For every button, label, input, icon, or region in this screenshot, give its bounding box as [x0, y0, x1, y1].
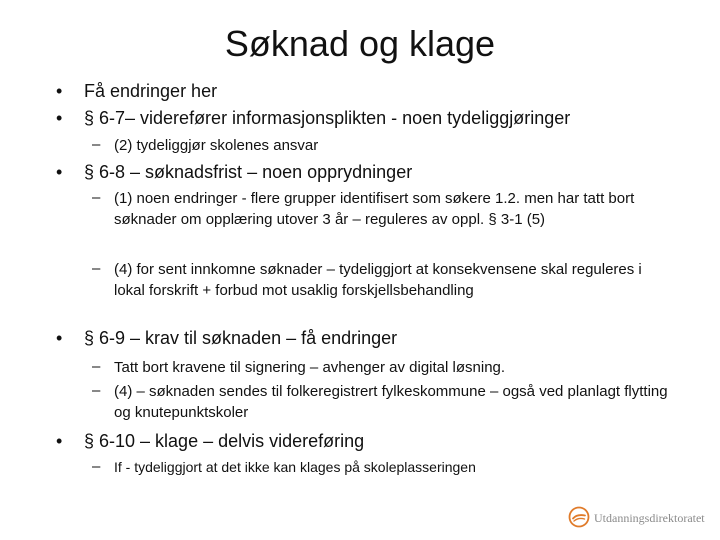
bullet-marker: • — [56, 108, 63, 128]
sub-list-item-text: (4) for sent innkomne søknader – tydeliggjort at konsekvensene skal reguleres i lokal forskrift + forbud mot usaklig forskjellsbehandling — [114, 261, 642, 299]
sub-list-item-text: (1) noen endringer - flere grupper identifisert som søkere 1.2. men har tatt bort søknader om opplæring utover 3 år – reguleres av oppl. § 3-1 (5) — [114, 190, 635, 228]
dash-marker: – — [92, 458, 101, 475]
list-item-text: § 6-7– viderefører informasjonsplikten - noen tydeliggjøringer — [84, 108, 571, 128]
list-item-text: § 6-8 – søknadsfrist – noen opprydninger — [84, 162, 413, 182]
sub-list-item-text: (2) tydeliggjør skolenes ansvar — [114, 137, 319, 154]
sub-list-item-text: (4) – søknaden sendes til folkeregistrert fylkeskommune – også ved planlagt flytting og knutepunktskoler — [114, 383, 668, 421]
bullet-marker: • — [56, 431, 63, 451]
bullet-marker: • — [56, 81, 63, 101]
bullet-marker: • — [56, 162, 63, 182]
bullet-marker: • — [56, 328, 63, 348]
dash-marker: – — [92, 382, 101, 399]
list-item-text: Få endringer her — [84, 81, 218, 101]
list-item-text: § 6-9 – krav til søknaden – få endringer — [84, 328, 398, 348]
udir-logo — [568, 506, 714, 530]
udir-logo-icon — [568, 506, 590, 528]
sub-list-item-text: Tatt bort kravene til signering – avhenger av digital løsning. — [114, 359, 506, 376]
dash-marker: – — [92, 136, 101, 153]
dash-marker: – — [92, 358, 101, 375]
dash-marker: – — [92, 189, 101, 206]
logo-text: Utdanningsdirektoratet — [594, 511, 705, 525]
sub-list-item-text: If - tydeliggjort at det ikke kan klages på skoleplasseringen — [114, 459, 476, 475]
list-item-text: § 6-10 – klage – delvis videreføring — [84, 431, 365, 451]
slide-title: Søknad og klage — [224, 23, 496, 64]
dash-marker: – — [92, 260, 101, 277]
